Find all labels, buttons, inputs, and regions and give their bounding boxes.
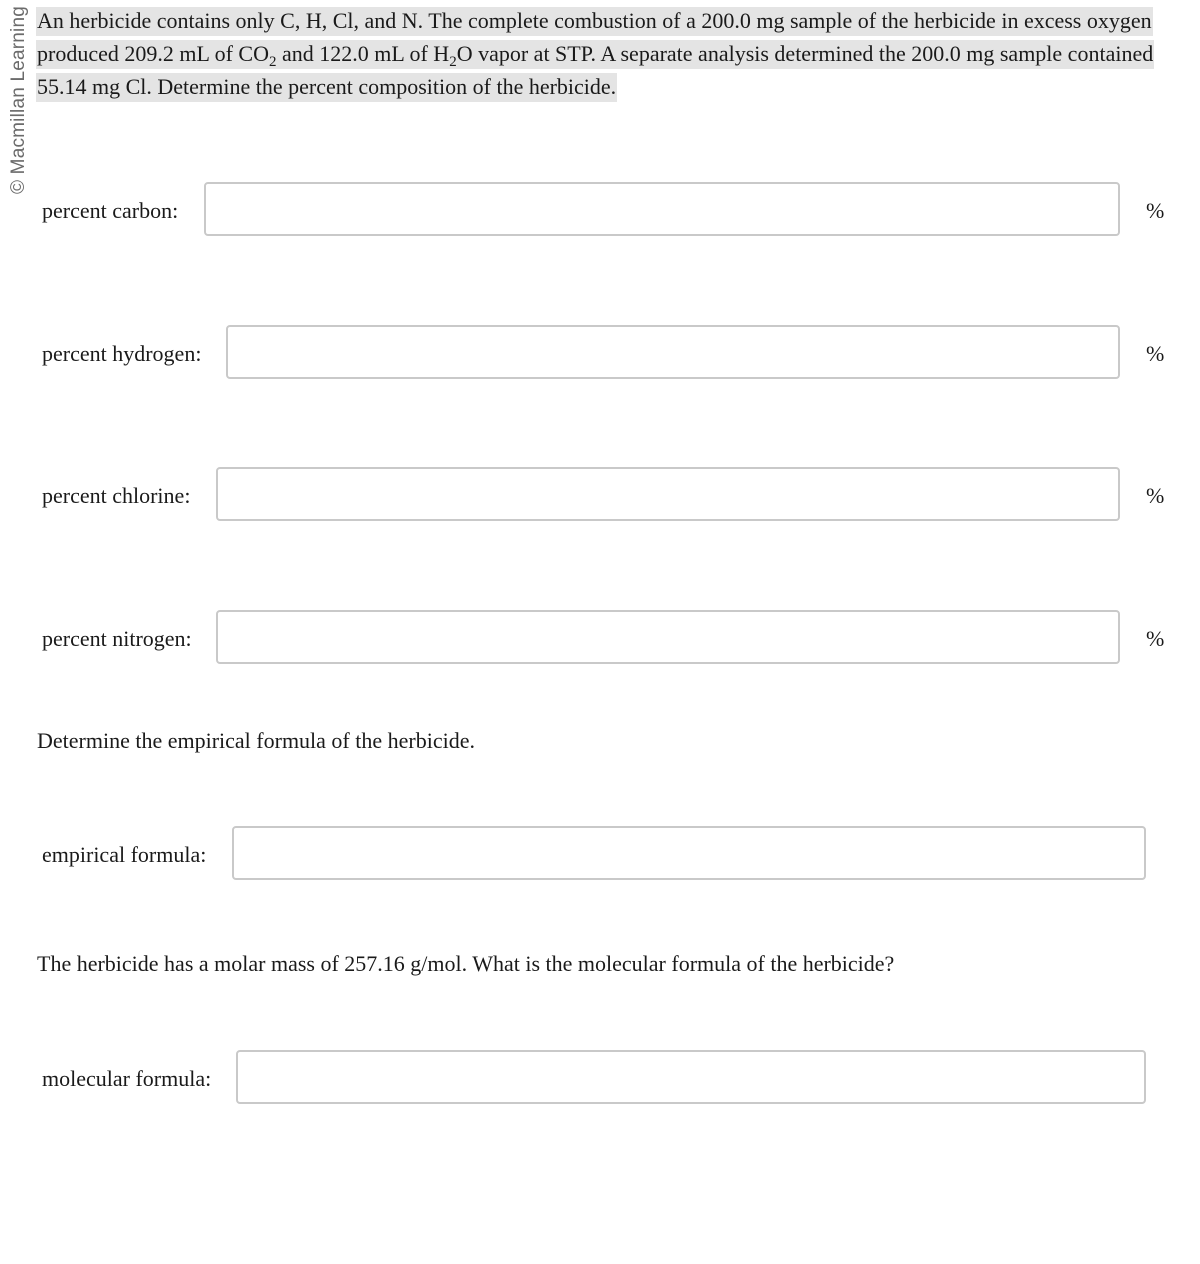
percent-carbon-row — [0, 182, 1200, 236]
problem-text-2 — [36, 40, 1154, 69]
empirical-formula-label: empirical formula: — [42, 842, 207, 867]
problem-text-2a: produced 209.2 mL of CO — [37, 41, 269, 66]
percent-nitrogen-label: percent nitrogen: — [42, 626, 192, 651]
problem-text-2c: O vapor at STP. A separate analysis determined the 200.0 mg sample contained — [456, 41, 1154, 66]
percent-hydrogen-row — [0, 325, 1200, 379]
empirical-formula-question: Determine the empirical formula of the herbicide. — [37, 728, 475, 753]
problem-statement — [36, 4, 1166, 103]
empirical-formula-row — [0, 826, 1200, 880]
problem-line-1 — [36, 4, 1166, 37]
percent-carbon-unit: % — [1146, 198, 1165, 223]
percent-nitrogen-input[interactable] — [216, 610, 1120, 664]
watermark-text: © Macmillan Learning — [8, 5, 29, 195]
problem-text-2b: and 122.0 mL of H — [276, 41, 450, 66]
molecular-formula-row — [0, 1050, 1200, 1104]
problem-text-3: 55.14 mg Cl. Determine the percent composition of the herbicide. — [36, 73, 617, 102]
percent-chlorine-unit: % — [1146, 483, 1165, 508]
percent-hydrogen-unit: % — [1146, 341, 1165, 366]
percent-nitrogen-unit: % — [1146, 626, 1165, 651]
copyright-watermark — [0, 0, 34, 195]
problem-line-3 — [36, 70, 1166, 103]
molecular-formula-input[interactable] — [236, 1050, 1146, 1104]
percent-nitrogen-row — [0, 610, 1200, 664]
molecular-formula-label: molecular formula: — [42, 1066, 212, 1091]
problem-line-2 — [36, 37, 1166, 70]
problem-text-1: An herbicide contains only C, H, Cl, and N. The complete combustion of a 200.0 mg sample of the herbicide in excess oxygen — [36, 7, 1153, 36]
molecular-formula-question: The herbicide has a molar mass of 257.16 g/mol. What is the molecular formula of the herbicide? — [37, 951, 895, 976]
percent-chlorine-row — [0, 467, 1200, 521]
subscript-2-h2o: 2 — [449, 54, 457, 70]
percent-chlorine-input[interactable] — [216, 467, 1120, 521]
percent-carbon-label: percent carbon: — [42, 198, 179, 223]
subscript-2-co2: 2 — [268, 54, 277, 70]
percent-chlorine-label: percent chlorine: — [42, 483, 191, 508]
percent-hydrogen-input[interactable] — [226, 325, 1120, 379]
percent-carbon-input[interactable] — [204, 182, 1120, 236]
percent-hydrogen-label: percent hydrogen: — [42, 341, 202, 366]
empirical-formula-input[interactable] — [232, 826, 1146, 880]
